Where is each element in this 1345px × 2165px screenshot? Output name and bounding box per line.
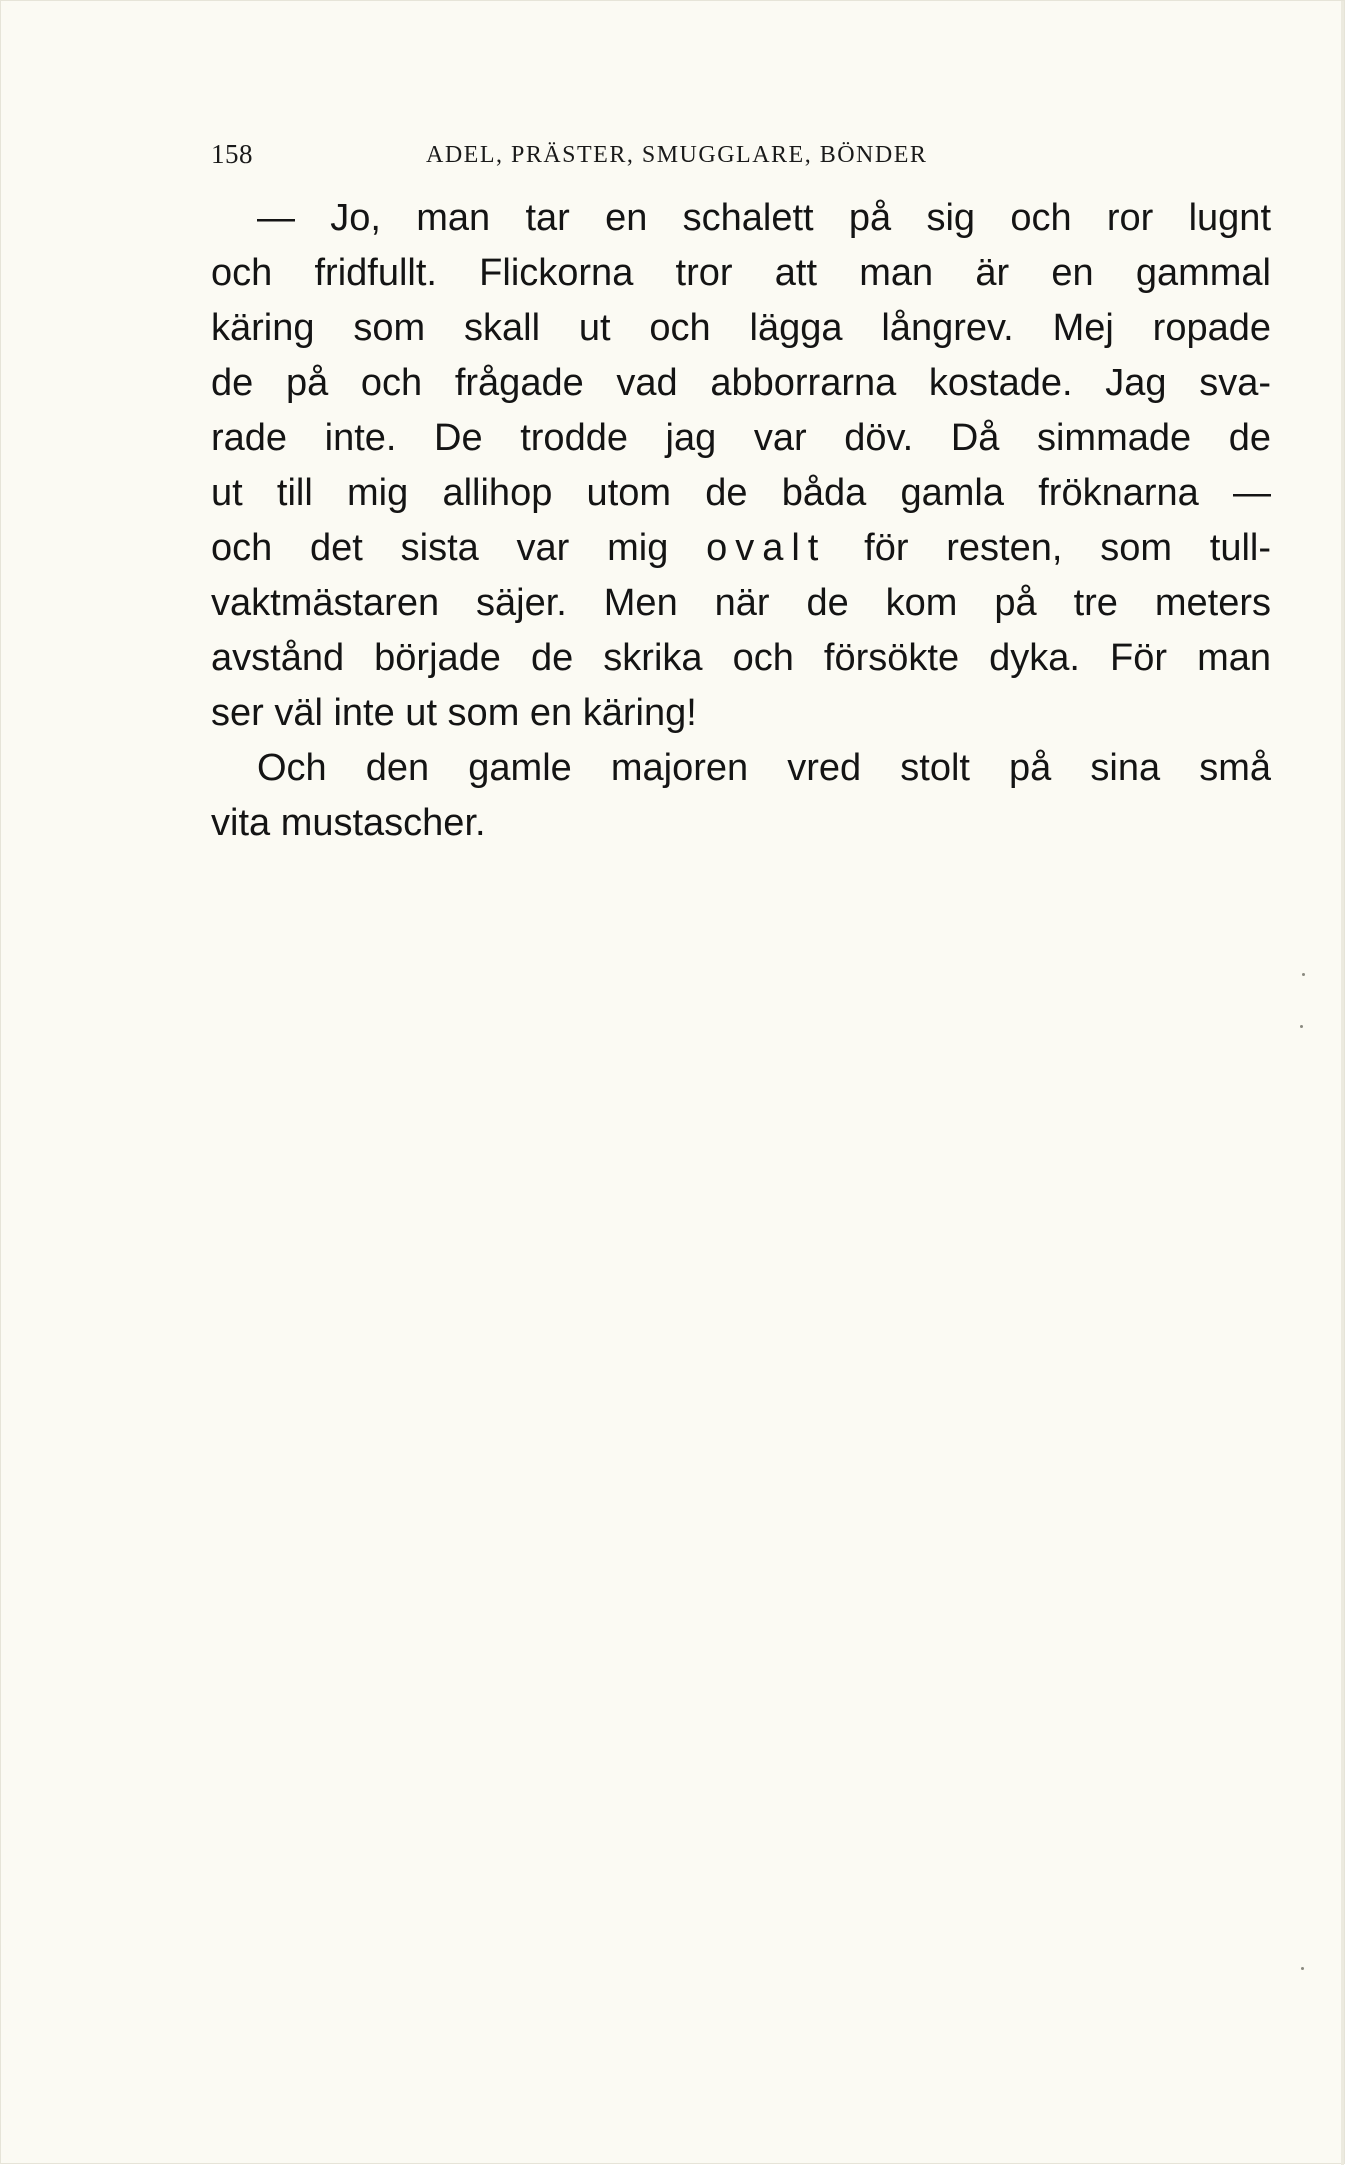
text-segment: för resten, som tull- <box>826 527 1271 569</box>
text-line: och fridfullt. Flickorna tror att man är en gammal <box>211 252 1271 294</box>
text-line: avstånd började de skrika och försökte dyka. För man <box>211 637 1271 679</box>
text-line: käring som skall ut och lägga långrev. Mej ropade <box>211 307 1271 349</box>
body-text <box>211 191 1271 851</box>
scan-speck <box>1302 973 1305 976</box>
text-line: vita mustascher. <box>211 802 486 844</box>
scan-speck <box>1301 1967 1304 1970</box>
text-segment: och det sista var mig <box>211 527 707 569</box>
text-line: — Jo, man tar en schalett på sig och ror lugnt <box>257 197 1271 239</box>
text-line: ut till mig allihop utom de båda gamla fröknarna — <box>211 472 1271 514</box>
page-header <box>211 139 1111 179</box>
page-edge <box>1341 1 1344 2165</box>
text-line: vaktmästaren säjer. Men när de kom på tre meters <box>211 582 1271 624</box>
text-line: de på och frågade vad abborrarna kostade. Jag sva- <box>211 362 1271 404</box>
text-line <box>211 521 1271 576</box>
spaced-emphasis: ovalt <box>706 527 827 569</box>
running-head: ADEL, PRÄSTER, SMUGGLARE, BÖNDER <box>426 142 928 168</box>
text-line: rade inte. De trodde jag var döv. Då simmade de <box>211 417 1271 459</box>
page-number: 158 <box>211 139 253 169</box>
text-line: ser väl inte ut som en käring! <box>211 692 697 734</box>
text-line: Och den gamle majoren vred stolt på sina små <box>257 747 1271 789</box>
scan-speck <box>1300 1025 1303 1028</box>
